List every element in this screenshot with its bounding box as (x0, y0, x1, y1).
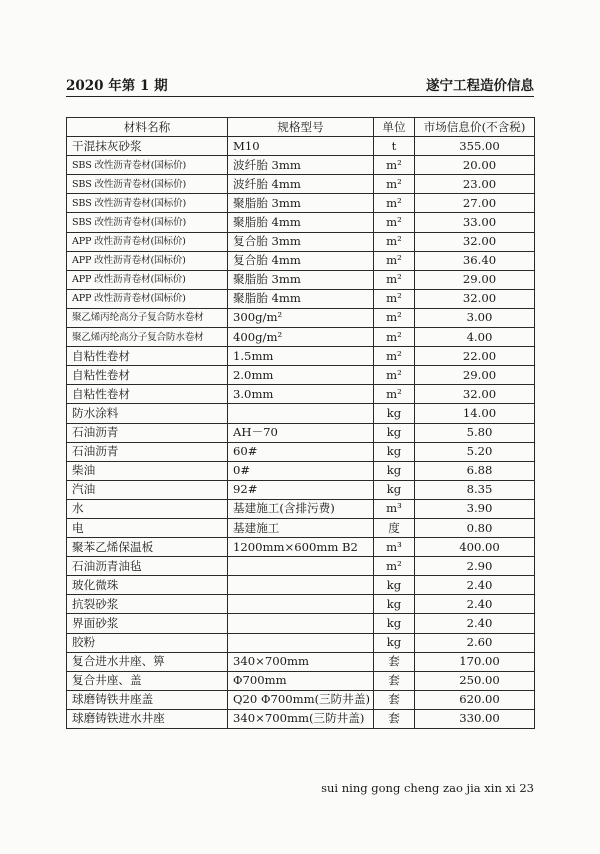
price-cell: 36.40 (415, 251, 535, 270)
material-name-cell: APP 改性沥青卷材(国标价) (67, 289, 228, 308)
price-cell: 400.00 (415, 538, 535, 557)
spec-cell: 400g/m² (228, 328, 374, 347)
table-row (67, 442, 535, 461)
unit-cell: m² (374, 366, 415, 385)
material-name-cell: SBS 改性沥青卷材(国标价) (67, 175, 228, 194)
material-name-cell: 复合进水井座、箅 (67, 652, 228, 671)
table-row (67, 385, 535, 404)
spec-cell (228, 633, 374, 652)
material-name-cell: 胶粉 (67, 633, 228, 652)
publication-title: 遂宁工程造价信息 (426, 78, 534, 94)
header-divider (66, 96, 534, 97)
spec-cell: 340×700mm(三防井盖) (228, 709, 374, 728)
table-row (67, 538, 535, 557)
column-header-spec: 规格型号 (228, 118, 374, 137)
material-name-cell: 自粘性卷材 (67, 385, 228, 404)
spec-cell: 60# (228, 442, 374, 461)
spec-cell: 聚脂胎 4mm (228, 213, 374, 232)
spec-cell: 0# (228, 461, 374, 480)
table-row (67, 461, 535, 480)
material-name-cell: 石油沥青 (67, 423, 228, 442)
material-name-cell: 汽油 (67, 480, 228, 499)
spec-cell (228, 557, 374, 576)
table-header-row (67, 118, 535, 137)
table-row (67, 557, 535, 576)
column-header-name: 材料名称 (67, 118, 228, 137)
price-cell: 27.00 (415, 194, 535, 213)
material-name-cell: 球磨铸铁进水井座 (67, 709, 228, 728)
table-row (67, 576, 535, 595)
price-cell: 3.00 (415, 308, 535, 327)
unit-cell: kg (374, 442, 415, 461)
spec-cell: M10 (228, 137, 374, 156)
price-cell: 29.00 (415, 366, 535, 385)
price-cell: 0.80 (415, 518, 535, 537)
issue-label: 2020 年第 1 期 (66, 78, 168, 94)
table-row (67, 404, 535, 423)
material-name-cell: SBS 改性沥青卷材(国标价) (67, 213, 228, 232)
material-name-cell: 自粘性卷材 (67, 347, 228, 366)
table-row (67, 614, 535, 633)
price-cell: 2.40 (415, 595, 535, 614)
spec-cell: 1200mm×600mm B2 (228, 538, 374, 557)
table-row (67, 690, 535, 709)
material-name-cell: 水 (67, 499, 228, 518)
material-name-cell: 聚苯乙烯保温板 (67, 538, 228, 557)
unit-cell: m² (374, 289, 415, 308)
unit-cell: m³ (374, 499, 415, 518)
material-name-cell: SBS 改性沥青卷材(国标价) (67, 194, 228, 213)
material-name-cell: 柴油 (67, 461, 228, 480)
price-cell: 2.40 (415, 576, 535, 595)
spec-cell: 基建施工(含排污费) (228, 499, 374, 518)
unit-cell: m² (374, 213, 415, 232)
unit-cell: m² (374, 251, 415, 270)
unit-cell: m² (374, 347, 415, 366)
column-header-price: 市场信息价(不含税) (415, 118, 535, 137)
price-cell: 20.00 (415, 156, 535, 175)
unit-cell: kg (374, 595, 415, 614)
unit-cell: 套 (374, 652, 415, 671)
spec-cell: 2.0mm (228, 366, 374, 385)
unit-cell: 套 (374, 709, 415, 728)
table-row (67, 499, 535, 518)
price-cell: 330.00 (415, 709, 535, 728)
unit-cell: t (374, 137, 415, 156)
material-name-cell: APP 改性沥青卷材(国标价) (67, 270, 228, 289)
table-row (67, 366, 535, 385)
material-name-cell: 自粘性卷材 (67, 366, 228, 385)
price-cell: 32.00 (415, 232, 535, 251)
material-name-cell: 球磨铸铁井座盖 (67, 690, 228, 709)
unit-cell: m² (374, 232, 415, 251)
price-cell: 33.00 (415, 213, 535, 232)
price-cell: 3.90 (415, 499, 535, 518)
unit-cell: m² (374, 175, 415, 194)
table-row (67, 671, 535, 690)
spec-cell: 1.5mm (228, 347, 374, 366)
table-row (67, 652, 535, 671)
unit-cell: kg (374, 633, 415, 652)
unit-cell: m² (374, 308, 415, 327)
spec-cell (228, 614, 374, 633)
spec-cell: 复合胎 3mm (228, 232, 374, 251)
price-cell: 5.80 (415, 423, 535, 442)
material-price-table (66, 117, 535, 729)
unit-cell: kg (374, 404, 415, 423)
table-row (67, 251, 535, 270)
spec-cell: 3.0mm (228, 385, 374, 404)
material-name-cell: 电 (67, 518, 228, 537)
table-row (67, 518, 535, 537)
unit-cell: 度 (374, 518, 415, 537)
unit-cell: kg (374, 480, 415, 499)
unit-cell: m² (374, 385, 415, 404)
material-name-cell: 抗裂砂浆 (67, 595, 228, 614)
price-cell: 2.40 (415, 614, 535, 633)
material-name-cell: APP 改性沥青卷材(国标价) (67, 232, 228, 251)
price-cell: 620.00 (415, 690, 535, 709)
column-header-unit: 单位 (374, 118, 415, 137)
price-cell: 2.90 (415, 557, 535, 576)
spec-cell: Φ700mm (228, 671, 374, 690)
spec-cell: 基建施工 (228, 518, 374, 537)
material-name-cell: 石油沥青 (67, 442, 228, 461)
price-cell: 22.00 (415, 347, 535, 366)
unit-cell: 套 (374, 690, 415, 709)
table-row (67, 347, 535, 366)
spec-cell: AH－70 (228, 423, 374, 442)
spec-cell: 聚脂胎 3mm (228, 270, 374, 289)
spec-cell: 聚脂胎 3mm (228, 194, 374, 213)
table-row (67, 137, 535, 156)
unit-cell: m² (374, 270, 415, 289)
spec-cell: 340×700mm (228, 652, 374, 671)
table-row (67, 328, 535, 347)
table-row (67, 194, 535, 213)
table-row (67, 232, 535, 251)
unit-cell: kg (374, 576, 415, 595)
spec-cell: 复合胎 4mm (228, 251, 374, 270)
material-name-cell: 聚乙烯丙纶高分子复合防水卷材 (67, 308, 228, 327)
spec-cell: 波纤胎 3mm (228, 156, 374, 175)
price-cell: 6.88 (415, 461, 535, 480)
table-row (67, 480, 535, 499)
spec-cell: 波纤胎 4mm (228, 175, 374, 194)
unit-cell: m² (374, 194, 415, 213)
spec-cell (228, 595, 374, 614)
spec-cell: 300g/m² (228, 308, 374, 327)
table-body (67, 137, 535, 729)
unit-cell: m² (374, 156, 415, 175)
price-cell: 14.00 (415, 404, 535, 423)
spec-cell (228, 576, 374, 595)
price-cell: 29.00 (415, 270, 535, 289)
price-cell: 32.00 (415, 289, 535, 308)
table-row (67, 156, 535, 175)
material-name-cell: 干混抹灰砂浆 (67, 137, 228, 156)
price-cell: 23.00 (415, 175, 535, 194)
table-row (67, 633, 535, 652)
unit-cell: kg (374, 423, 415, 442)
page-footer: sui ning gong cheng zao jia xin xi 23 (321, 781, 534, 795)
table-row (67, 175, 535, 194)
price-cell: 4.00 (415, 328, 535, 347)
price-cell: 8.35 (415, 480, 535, 499)
table-row (67, 213, 535, 232)
unit-cell: kg (374, 461, 415, 480)
table-row (67, 709, 535, 728)
unit-cell: 套 (374, 671, 415, 690)
material-name-cell: APP 改性沥青卷材(国标价) (67, 251, 228, 270)
material-name-cell: 界面砂浆 (67, 614, 228, 633)
material-name-cell: SBS 改性沥青卷材(国标价) (67, 156, 228, 175)
spec-cell: 聚脂胎 4mm (228, 289, 374, 308)
spec-cell (228, 404, 374, 423)
unit-cell: m³ (374, 538, 415, 557)
material-name-cell: 玻化微珠 (67, 576, 228, 595)
price-cell: 250.00 (415, 671, 535, 690)
material-name-cell: 石油沥青油毡 (67, 557, 228, 576)
table-row (67, 289, 535, 308)
spec-cell: Q20 Φ700mm(三防井盖) (228, 690, 374, 709)
price-cell: 355.00 (415, 137, 535, 156)
spec-cell: 92# (228, 480, 374, 499)
price-cell: 5.20 (415, 442, 535, 461)
material-name-cell: 防水涂料 (67, 404, 228, 423)
material-name-cell: 复合井座、盖 (67, 671, 228, 690)
table-row (67, 270, 535, 289)
table-row (67, 308, 535, 327)
unit-cell: m² (374, 328, 415, 347)
table-row (67, 595, 535, 614)
unit-cell: kg (374, 614, 415, 633)
price-cell: 32.00 (415, 385, 535, 404)
material-name-cell: 聚乙烯丙纶高分子复合防水卷材 (67, 328, 228, 347)
price-cell: 2.60 (415, 633, 535, 652)
unit-cell: m² (374, 557, 415, 576)
table-row (67, 423, 535, 442)
price-cell: 170.00 (415, 652, 535, 671)
